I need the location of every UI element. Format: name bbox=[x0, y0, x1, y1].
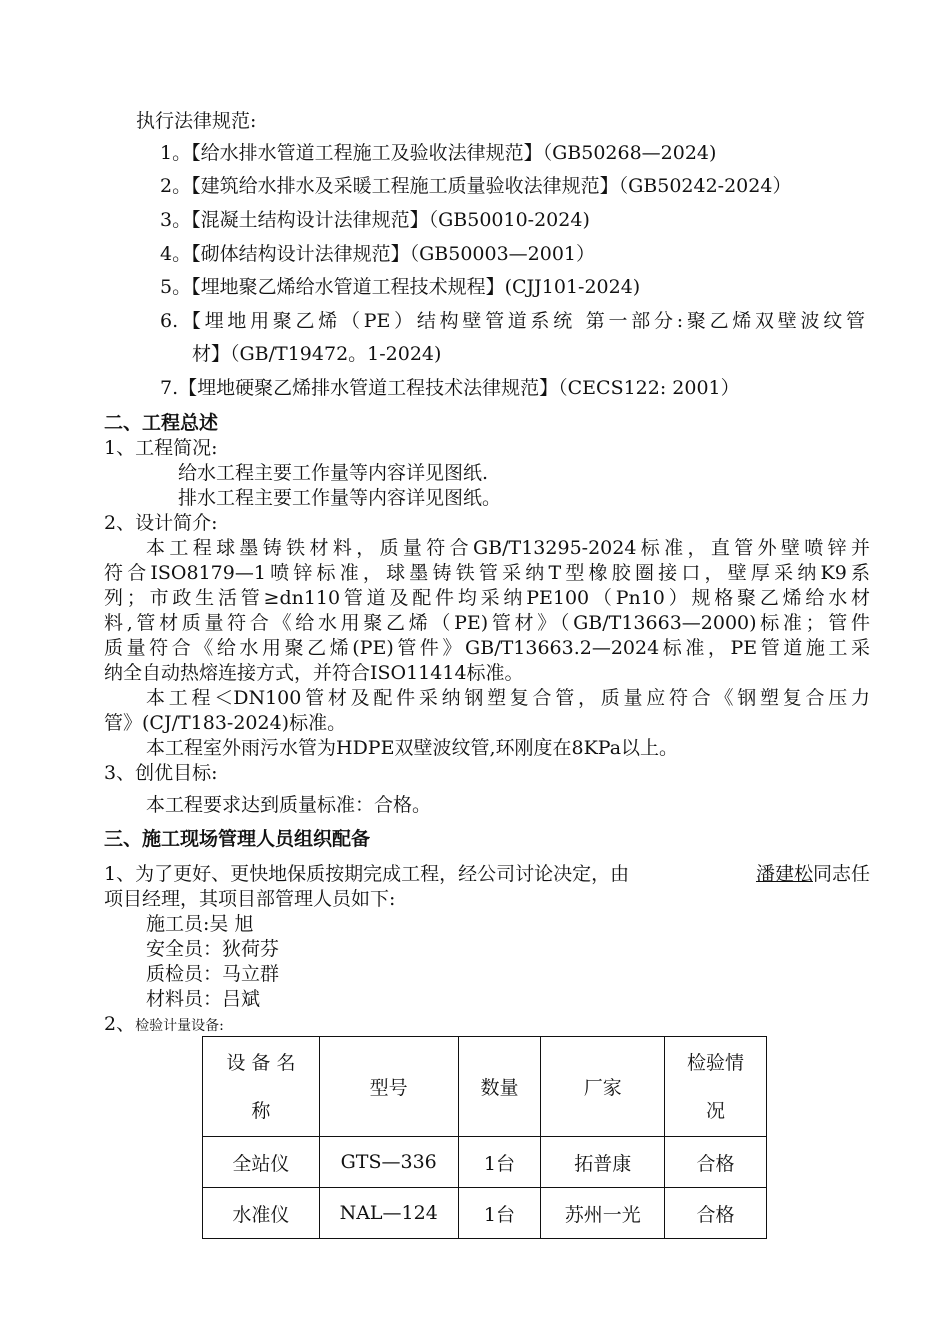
design-para3: 本工程室外雨污水管为HDPE双壁波纹管,环刚度在8KPa以上。 bbox=[146, 737, 679, 759]
cell-quantity: 1台 bbox=[458, 1188, 541, 1239]
cell-model: NAL—124 bbox=[319, 1188, 458, 1239]
cell-manufacturer: 拓普康 bbox=[541, 1137, 665, 1188]
design-para1-line3: 列；市政生活管≥dn110管道及配件均采纳PE100（Pn10）规格聚乙烯给水材 bbox=[104, 587, 870, 609]
section-3-p1-line2: 项目经理，其项目部管理人员如下: bbox=[104, 888, 396, 910]
standard-item-6: 6.【埋地用聚乙烯（PE）结构壁管道系统 第一部分:聚乙烯双壁波纹管 bbox=[160, 310, 865, 332]
design-para1-line4: 料,管材质量符合《给水用聚乙烯（PE)管材》（GB/T13663—2000)标准；管件 bbox=[104, 612, 870, 634]
cell-manufacturer: 苏州一光 bbox=[541, 1188, 665, 1239]
table-row bbox=[203, 1188, 767, 1239]
standard-item-3: 3。【混凝土结构设计法律规范】（GB50010-2024) bbox=[160, 209, 590, 231]
header-inspection-status: 检验情况 bbox=[665, 1037, 767, 1137]
section-2-sub1: 1、工程简况: bbox=[104, 437, 218, 459]
section-3-p1-text-a: 1、为了更好、更快地保质按期完成工程，经公司讨论决定，由 bbox=[104, 863, 630, 885]
cell-inspection-status: 合格 bbox=[665, 1188, 767, 1239]
staff-quality: 质检员：马立群 bbox=[146, 963, 280, 985]
cell-quantity: 1台 bbox=[458, 1137, 541, 1188]
section-3-p1-line1 bbox=[104, 861, 870, 887]
section-3-p1-text-b: 同志任 bbox=[812, 863, 870, 885]
cell-equipment-name: 全站仪 bbox=[203, 1137, 320, 1188]
cell-equipment-name: 水准仪 bbox=[203, 1188, 320, 1239]
section-3-p2-label: 检验计量设备: bbox=[135, 1018, 224, 1034]
section-2-sub3: 3、创优目标: bbox=[104, 762, 218, 784]
design-para2-line2: 管》(CJ/T183-2024)标准。 bbox=[104, 712, 347, 734]
sub1-line-2: 排水工程主要工作量等内容详见图纸。 bbox=[178, 487, 502, 509]
section-3-title: 三、施工现场管理人员组织配备 bbox=[104, 828, 371, 850]
header-model: 型号 bbox=[319, 1037, 458, 1137]
section-3-p2 bbox=[104, 1011, 224, 1039]
staff-safety: 安全员：狄荷芬 bbox=[146, 938, 280, 960]
section-3-p2-number: 2、 bbox=[104, 1013, 136, 1035]
design-para2-line1: 本工程＜DN100管材及配件采纳钢塑复合管，质量应符合《钢塑复合压力 bbox=[146, 687, 870, 709]
equipment-table bbox=[202, 1036, 767, 1239]
staff-construction: 施工员:吴 旭 bbox=[146, 913, 254, 935]
table-header-row bbox=[203, 1037, 767, 1137]
section-2-sub2: 2、设计简介: bbox=[104, 512, 218, 534]
header-quantity: 数量 bbox=[458, 1037, 541, 1137]
standard-item-7: 7.【埋地硬聚乙烯排水管道工程技术法律规范】（CECS122: 2001） bbox=[160, 377, 740, 399]
standard-item-6-cont: 材】（GB/T19472。1-2024) bbox=[192, 343, 442, 365]
standard-item-1: 1。【给水排水管道工程施工及验收法律规范】（GB50268—2024) bbox=[160, 142, 717, 164]
section-2-title: 二、工程总述 bbox=[104, 412, 219, 434]
design-para1-line6: 纳全自动热熔连接方式，并符合ISO11414标准。 bbox=[104, 662, 524, 684]
standard-item-5: 5。【埋地聚乙烯给水管道工程技术规程】(CJJ101-2024) bbox=[160, 276, 641, 298]
header-equipment-name: 设 备 名 称 bbox=[203, 1037, 320, 1137]
quality-target: 本工程要求达到质量标准：合格。 bbox=[146, 794, 432, 816]
staff-materials: 材料员：吕斌 bbox=[146, 988, 261, 1010]
header-manufacturer: 厂家 bbox=[541, 1037, 665, 1137]
sub1-line-1: 给水工程主要工作量等内容详见图纸. bbox=[178, 462, 489, 484]
standard-item-2: 2。【建筑给水排水及采暖工程施工质量验收法律规范】（GB50242-2024） bbox=[160, 175, 792, 197]
cell-model: GTS—336 bbox=[319, 1137, 458, 1188]
design-para1-line5: 质量符合《给水用聚乙烯(PE)管件》GB/T13663.2—2024标准，PE管道施工采 bbox=[104, 637, 870, 659]
design-para1-line1: 本工程球墨铸铁材料，质量符合GB/T13295-2024标准，直管外壁喷锌并 bbox=[146, 537, 870, 559]
cell-inspection-status: 合格 bbox=[665, 1137, 767, 1188]
project-manager-name: 潘建松 bbox=[755, 863, 813, 885]
design-para1-line2: 符合ISO8179—1喷锌标准，球墨铸铁管采纳T型橡胶圈接口，壁厚采纳K9系 bbox=[104, 562, 870, 584]
standard-item-4: 4。【砌体结构设计法律规范】（GB50003—2001） bbox=[160, 243, 596, 265]
table-row bbox=[203, 1137, 767, 1188]
standards-heading: 执行法律规范: bbox=[136, 110, 257, 132]
